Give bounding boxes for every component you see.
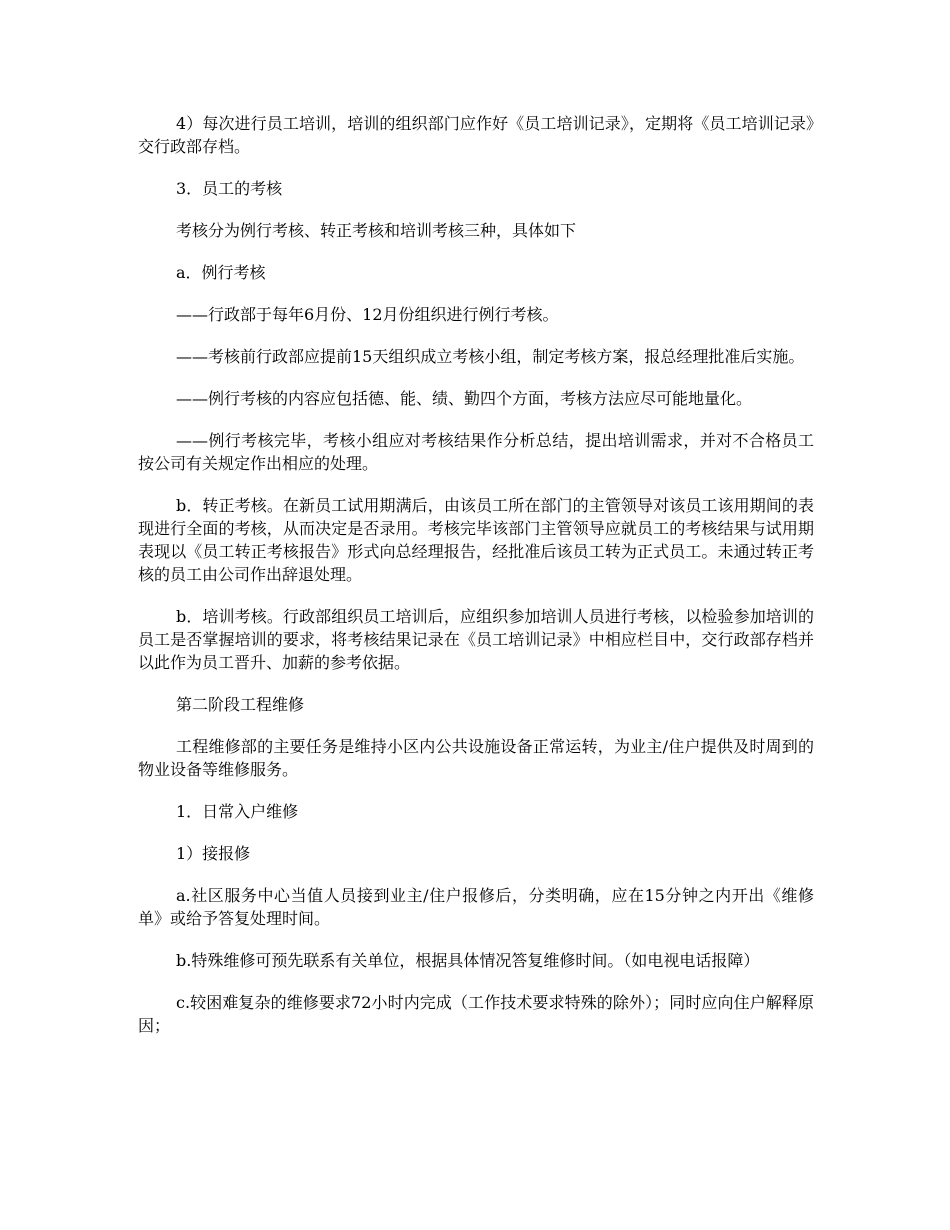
paragraph-training-assessment: b．培训考核。行政部组织员工培训后，应组织参加培训人员进行考核，以检验参加培训的员工是否掌握培训的要求，将考核结果记录在《员工培训记录》中相应栏目中，交行政部存档并以此作为员工晋升、加薪的参考依据。 [138, 607, 814, 672]
paragraph-routine-schedule: ——行政部于每年6月份、12月份组织进行例行考核。 [176, 305, 559, 324]
heading-stage-two-maintenance: 第二阶段工程维修 [176, 695, 305, 714]
paragraph-repair-b: b.特殊维修可预先联系有关单位，根据具体情况答复维修时间。（如电视电话报障） [176, 951, 760, 970]
heading-daily-maintenance: 1．日常入户维修 [176, 802, 299, 821]
paragraph-assessment-content: ——例行考核的内容应包括德、能、绩、勤四个方面，考核方法应尽可能地量化。 [176, 389, 753, 408]
paragraph-maintenance-duty: 工程维修部的主要任务是维持小区内公共设施设备正常运转，为业主/住户提供及时周到的物业设备等维修服务。 [138, 737, 814, 779]
paragraph-assessment-team: ——考核前行政部应提前15天组织成立考核小组，制定考核方案，报总经理批准后实施。 [176, 347, 805, 366]
heading-employee-assessment: 3．员工的考核 [176, 179, 283, 198]
paragraph-assessment-types: 考核分为例行考核、转正考核和培训考核三种，具体如下 [176, 221, 577, 240]
paragraph-probation-assessment: b．转正考核。在新员工试用期满后，由该员工所在部门的主管领导对该员工该用期间的表现进行全面的考核，从而决定是否录用。考核完毕该部门主管领导应就员工的考核结果与试用期表现以《员工转正考核报告》形式向总经理报告，经批准后该员工转为正式员工。未通过转正考核的员工由公司作出辞退处理。 [138, 496, 814, 584]
paragraph-training-record: 4）每次进行员工培训，培训的组织部门应作好《员工培训记录》，定期将《员工培训记录》交行政部存档。 [138, 114, 814, 156]
paragraph-assessment-summary: ——例行考核完毕，考核小组应对考核结果作分析总结，提出培训需求，并对不合格员工按公司有关规定作出相应的处理。 [138, 431, 814, 473]
paragraph-repair-a: a.社区服务中心当值人员接到业主/住户报修后，分类明确，应在15分钟之内开出《维修单》或给予答复处理时间。 [138, 886, 814, 928]
heading-routine-assessment: a．例行考核 [176, 263, 266, 282]
paragraph-repair-c: c.较困难复杂的维修要求72小时内完成（工作技术要求特殊的除外）；同时应向住户解释原因； [138, 993, 814, 1035]
heading-receive-repair: 1）接报修 [176, 844, 251, 863]
document-body [138, 112, 814, 1056]
